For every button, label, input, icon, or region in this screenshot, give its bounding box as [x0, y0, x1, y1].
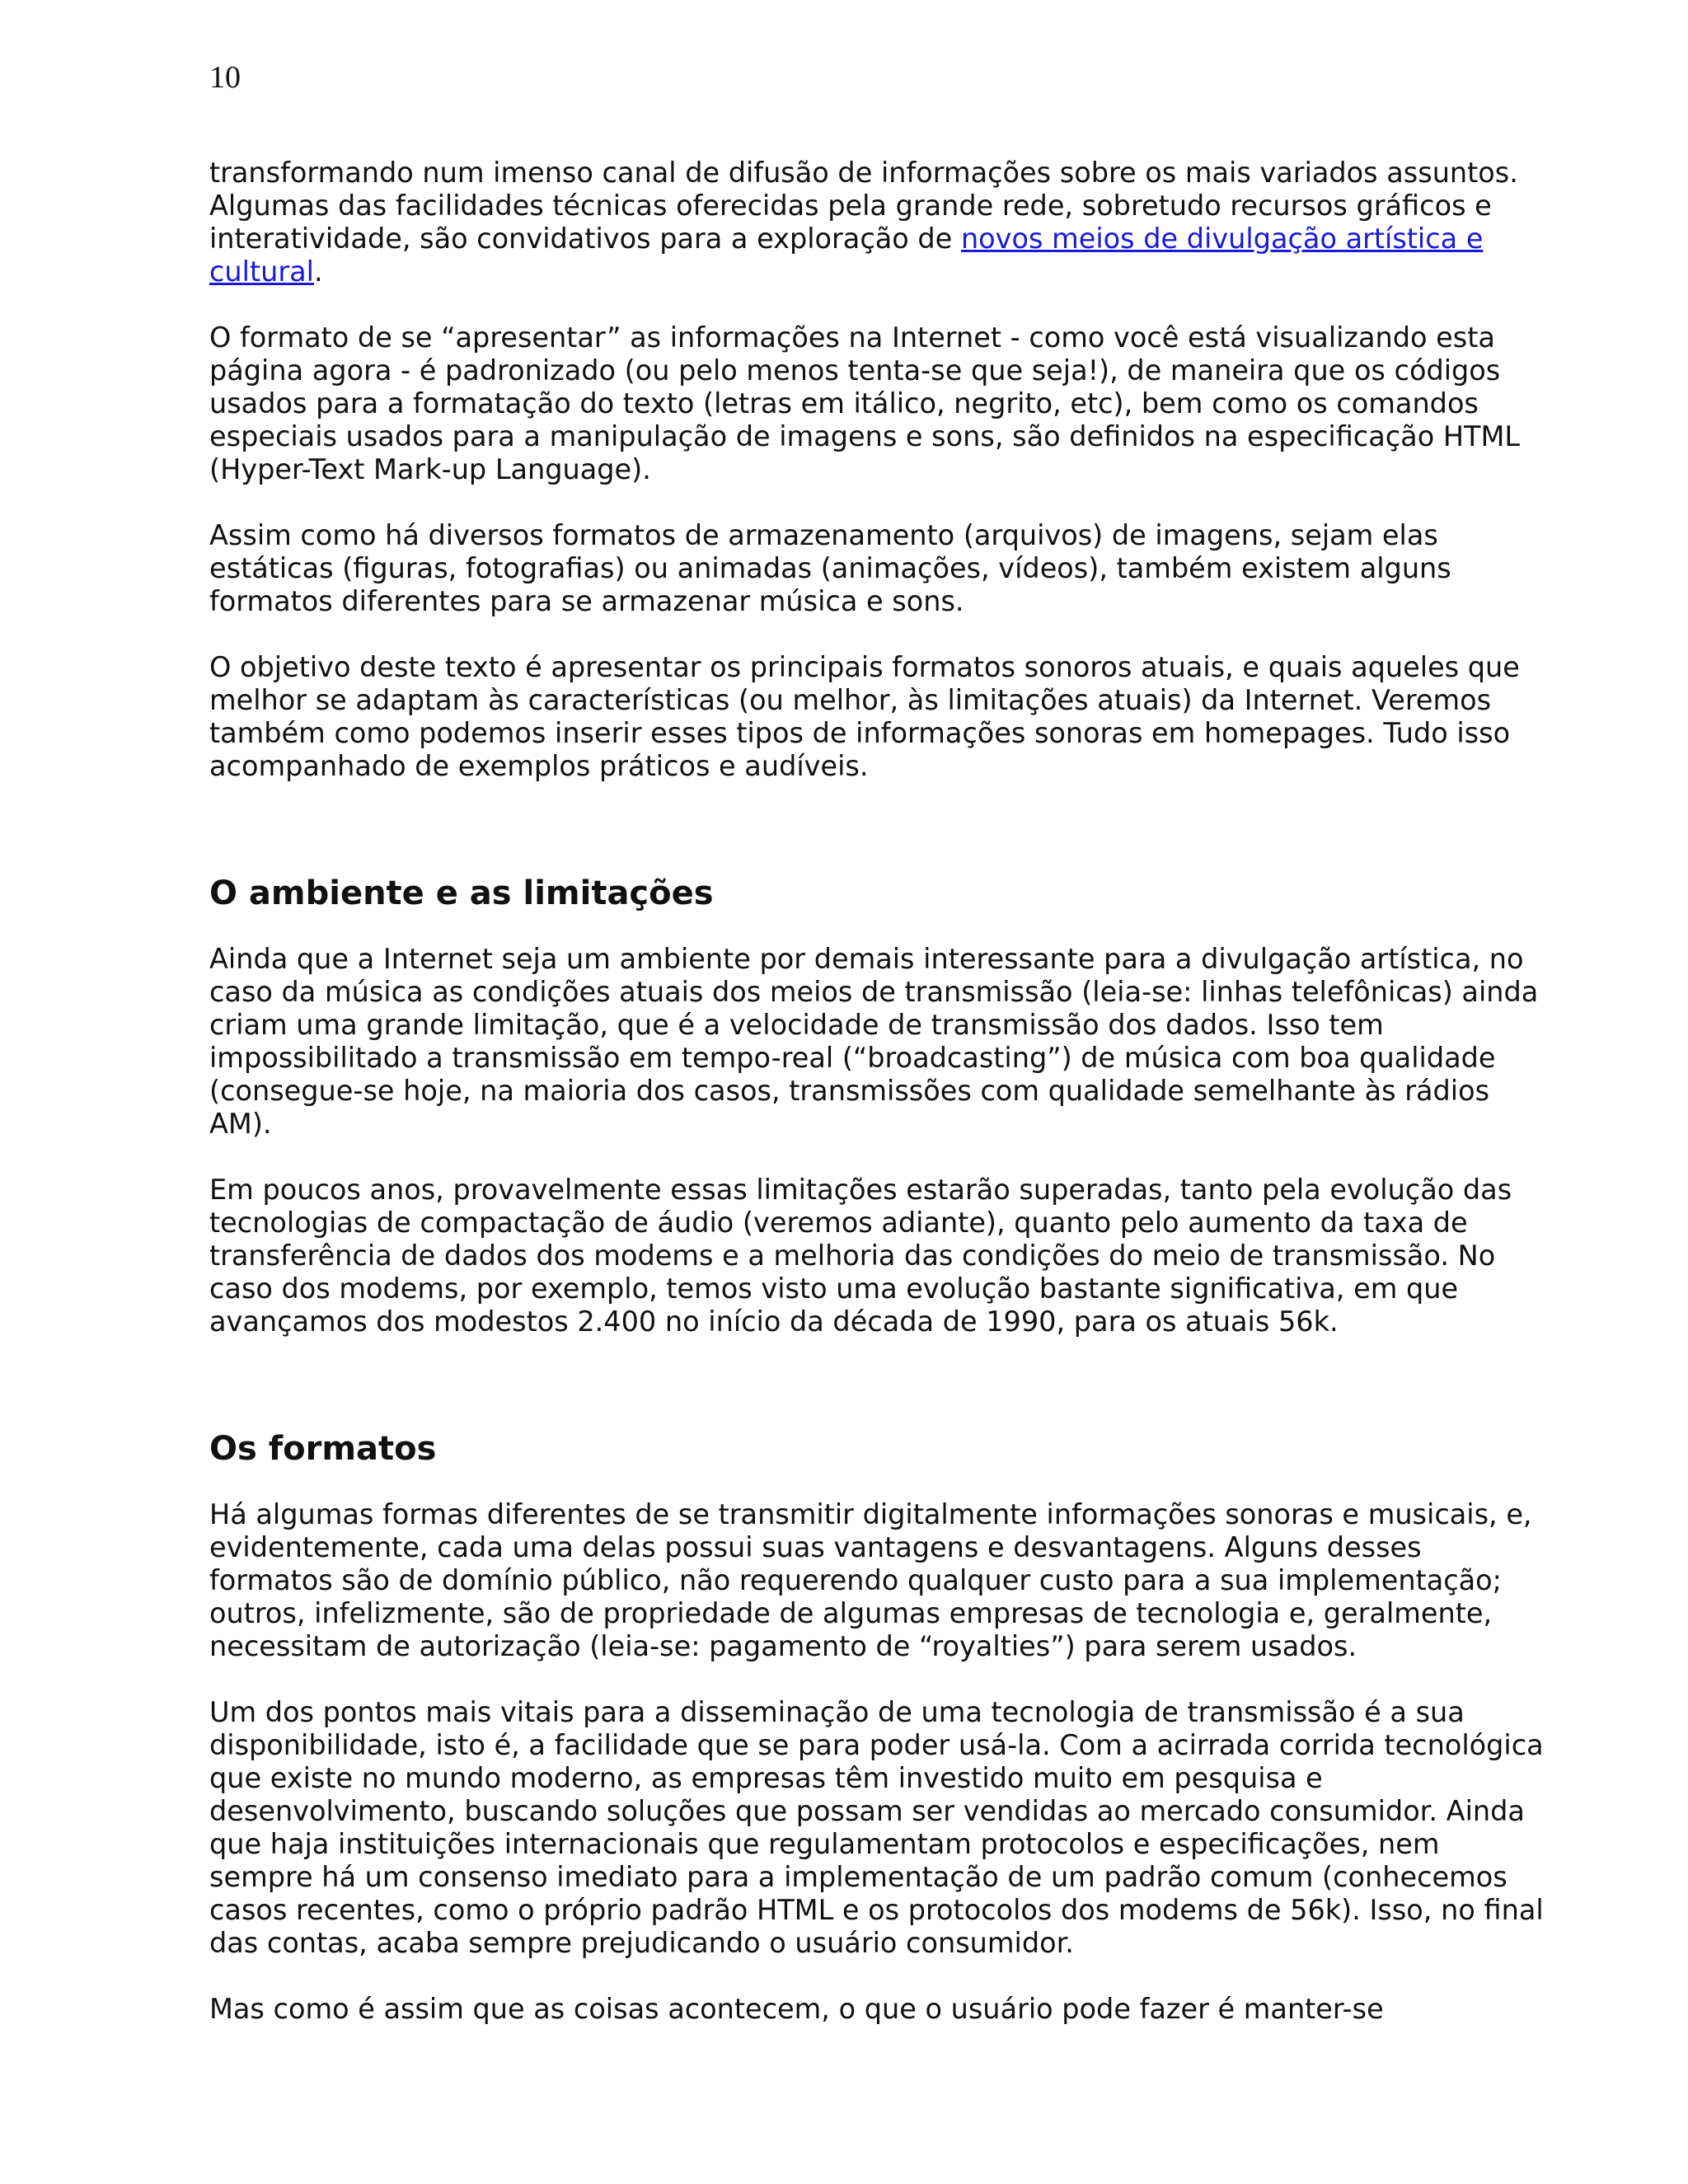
intro-paragraph-3: Assim como há diversos formatos de armazenamento (arquivos) de imagens, sejam elas estáticas (figuras, fotografias) ou animadas (animações, vídeos), também existem alguns formatos diferentes para se armazenar música e sons.	[209, 519, 1451, 617]
formatos-paragraph-1: Há algumas formas diferentes de se transmitir digitalmente informações sonoras e musicais, e, evidentemente, cada uma delas possui suas vantagens e desvantagens. Alguns desses formatos são de domínio público, não requerendo qualquer custo para a sua implementação; outros, infelizmente, são de propriedade de algumas empresas de tecnologia e, geralmente, necessitam de autorização (leia-se: pagamento de “royalties”) para serem usados.	[209, 1498, 1532, 1662]
ambiente-paragraph-2: Em poucos anos, provavelmente essas limitações estarão superadas, tanto pela evolução das tecnologias de compactação de áudio (veremos adiante), quanto pelo aumento da taxa de transferência de dados dos modems e a melhoria das condições do meio de transmissão. No caso dos modems, por exemplo, temos visto uma evolução bastante significativa, em que avançamos dos modestos 2.400 no início da década de 1990, para os atuais 56k.	[209, 1174, 1512, 1338]
intro-paragraph-1-end: .	[313, 255, 323, 288]
intro-paragraph-1	[209, 157, 1545, 288]
section-spacer	[209, 1371, 1545, 1429]
page-number: 10	[209, 60, 241, 95]
document-body	[209, 157, 1545, 2059]
ambiente-paragraph-1: Ainda que a Internet seja um ambiente por demais interessante para a divulgação artística, no caso da música as condições atuais dos meios de transmissão (leia-se: linhas telefônicas) ainda criam uma grande limitação, que é a velocidade de transmissão dos dados. Isso tem impossibilitado a transmissão em tempo-real (“broadcasting”) de música com boa qualidade (consegue-se hoje, na maioria dos casos, transmissões com qualidade semelhante às rádios AM).	[209, 943, 1539, 1140]
section-heading-formatos: Os formatos	[209, 1430, 437, 1468]
section-spacer	[209, 816, 1545, 874]
art-culture-link[interactable]: novos meios de divulgação artística e cultural	[209, 223, 1484, 288]
section-heading-ambiente: O ambiente e as limitações	[209, 874, 714, 912]
intro-paragraph-1-text: transformando num imenso canal de difusão de informações sobre os mais variados assuntos. Algumas das facilidades técnicas oferecidas pela grande rede, sobretudo recursos gráficos e interatividade, são convidativos para a exploração de	[209, 157, 1518, 255]
intro-paragraph-2: O formato de se “apresentar” as informações na Internet - como você está visualizando esta página agora - é padronizado (ou pelo menos tenta-se que seja!), de maneira que os códigos usados para a formatação do texto (letras em itálico, negrito, etc), bem como os comandos especiais usados para a manipulação de imagens e sons, são definidos na especificação HTML (Hyper-Text Mark-up Language).	[209, 321, 1521, 485]
intro-paragraph-4: O objetivo deste texto é apresentar os principais formatos sonoros atuais, e quais aqueles que melhor se adaptam às características (ou melhor, às limitações atuais) da Internet. Veremos também como podemos inserir esses tipos de informações sonoras em homepages. Tudo isso acompanhado de exemplos práticos e audíveis.	[209, 651, 1520, 782]
formatos-paragraph-3: Mas como é assim que as coisas acontecem, o que o usuário pode fazer é manter-se	[209, 1993, 1384, 2025]
formatos-paragraph-2: Um dos pontos mais vitais para a disseminação de uma tecnologia de transmissão é a sua disponibilidade, isto é, a facilidade que se para poder usá-la. Com a acirrada corrida tecnológica que existe no mundo moderno, as empresas têm investido muito em pesquisa e desenvolvimento, buscando soluções que possam ser vendidas ao mercado consumidor. Ainda que haja instituições internacionais que regulamentam protocolos e especificações, nem sempre há um consenso imediato para a implementação de um padrão comum (conhecemos casos recentes, como o próprio padrão HTML e os protocolos dos modems de 56k). Isso, no final das contas, acaba sempre prejudicando o usuário consumidor.	[209, 1696, 1544, 1959]
